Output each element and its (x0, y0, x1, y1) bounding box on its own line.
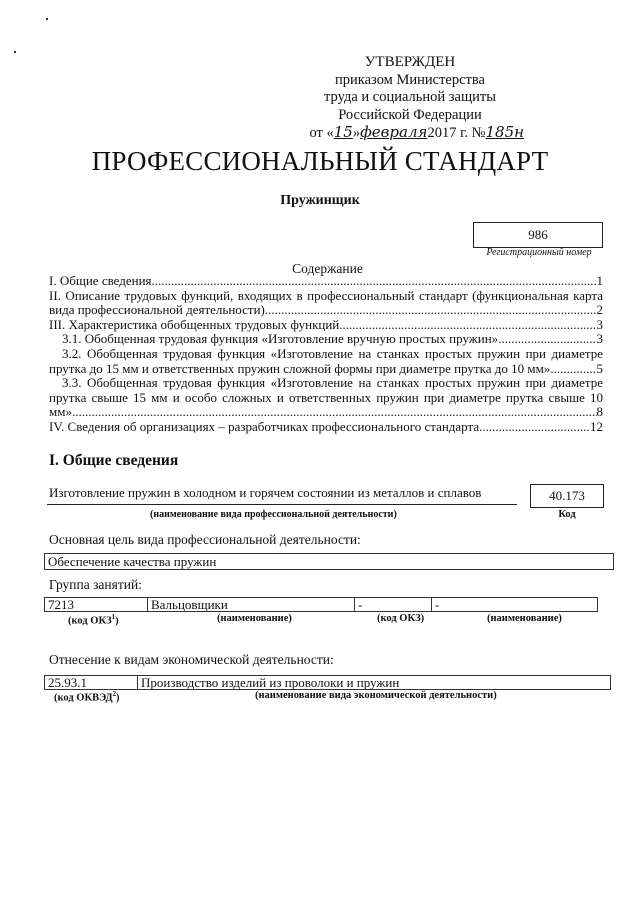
approval-line-labor: труда и социальной защиты (324, 89, 496, 105)
toc-page-1: 1 (596, 273, 603, 288)
toc-entry-3-1[interactable]: 3.1. Обобщенная трудовая функция «Изготовление вручную простых пружин» ..... 3 (49, 332, 603, 347)
approval-block (280, 54, 540, 143)
okz-code-1: 7213 (45, 598, 148, 612)
registration-number-label: Регистрационный номер (486, 247, 592, 258)
activity-code-box: 40.173 (530, 484, 604, 508)
name-caption-1: (наименование) (217, 613, 292, 624)
toc-page-3-1: 3 (596, 331, 603, 347)
document-title: ПРОФЕССИОНАЛЬНЫЙ СТАНДАРТ (91, 146, 549, 176)
toc-entry-1[interactable]: I. Общие сведения ..... 1 (49, 274, 603, 289)
date-year: 2017 г. № (427, 125, 486, 141)
registration-number-box: 986 (473, 222, 603, 248)
toc-heading: Содержание (292, 261, 363, 276)
toc-entry-2[interactable]: II. Описание трудовых функций, входящих в профессиональный стандарт (функциональная карта вида профессиональной деятельности) ..... 2 (49, 289, 603, 318)
section-heading: I. Общие сведения (49, 452, 179, 469)
occupation-table (44, 597, 598, 612)
toc-page-2: 2 (596, 302, 603, 318)
approval-date-line (280, 124, 540, 143)
okved-name-caption: (наименование вида экономической деятельности) (255, 690, 497, 701)
toc-page-3-2: 5 (596, 360, 603, 376)
activity-name: Изготовление пружин в холодном и горячем состоянии из металлов и сплавов (49, 485, 482, 500)
toc-page-3: 3 (596, 316, 603, 332)
toc-entry-3-3[interactable]: 3.3. Обобщенная трудовая функция «Изготовление на станках простых пружин при диаметре прутка свыше 15 мм и особо сложных и ответственных пружин при диаметре прутка свыше 10 мм» ..... 8 (49, 376, 603, 420)
okved-label: Отнесение к видам экономической деятельности: (49, 652, 334, 667)
okz-caption-1: (код ОКЗ$^1$) (68, 613, 119, 627)
date-day: 15 (333, 123, 353, 141)
okz-caption-2: (код ОКЗ) (377, 613, 425, 624)
activity-code-caption: Код (558, 509, 576, 520)
toc-entry-3[interactable]: III. Характеристика обобщенных трудовых функций ..... 3 (49, 318, 603, 333)
activity-underline (47, 504, 517, 505)
approval-line-ministry: приказом Министерства (335, 71, 485, 88)
scan-speck (46, 18, 48, 20)
toc-entry-3-2[interactable]: 3.2. Обобщенная трудовая функция «Изготовление на станках простых пружин при диаметре прутка до 15 мм и ответственных пружин сложной формы при диаметре прутка до 10 мм» ..... 5 (49, 347, 603, 376)
goal-field: Обеспечение качества пружин (44, 553, 614, 570)
approval-title: УТВЕРЖДЕН (364, 54, 456, 70)
name-caption-2: (наименование) (487, 613, 562, 624)
okz-code-2: - (355, 598, 432, 612)
date-month: февраля (360, 123, 428, 141)
date-prefix: от « (309, 125, 334, 141)
table-row (45, 676, 611, 690)
toc-page-4: 12 (590, 418, 603, 434)
order-number: 185н (485, 123, 524, 141)
occupation-group-label: Группа занятий: (49, 577, 142, 592)
scan-speck (14, 51, 16, 53)
okved-code-caption: (код ОКВЭД$^2$) (54, 690, 120, 704)
activity-caption: (наименование вида профессиональной деятельности) (150, 509, 397, 520)
okved-name: Производство изделий из проволоки и пружин (138, 676, 611, 690)
table-of-contents (49, 274, 603, 435)
occupation-name-1: Вальцовщики (148, 598, 355, 612)
occupation-name-2: - (432, 598, 598, 612)
profession-name: Пружинщик (280, 193, 360, 208)
table-row (45, 598, 598, 612)
approval-line-federation: Российской Федерации (338, 106, 482, 123)
okved-table (44, 675, 611, 690)
goal-label: Основная цель вида профессиональной деятельности: (49, 532, 361, 547)
toc-entry-4[interactable]: IV. Сведения об организациях – разработчиках профессионального стандарта ..... 12 (49, 420, 603, 435)
okved-code: 25.93.1 (45, 676, 138, 690)
date-sep: » (352, 125, 361, 141)
toc-page-3-3: 8 (596, 404, 603, 420)
